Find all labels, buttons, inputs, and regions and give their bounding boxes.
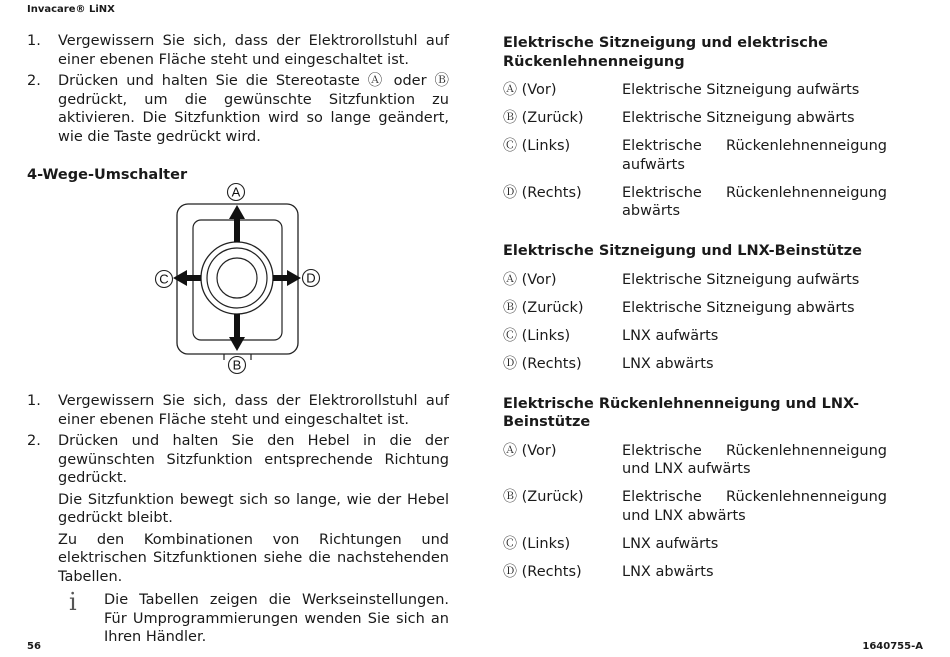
step-paragraph: Vergewissern Sie sich, dass der Elektrorollstuhl auf einer ebenen Fläche steht und eingeschaltet ist. <box>58 33 449 68</box>
page-header: Invacare® LiNX <box>27 4 115 15</box>
function-table-1 <box>503 34 887 230</box>
direction-cell <box>503 299 622 327</box>
function-cell: Elektrische Rückenlehnenneigung und LNX aufwärts <box>622 442 887 477</box>
step-paragraph: Drücken und halten Sie die Stereotaste Ⓐ oder Ⓑ gedrückt, um die gewünschte Sitzfunktion zu aktivieren. Die Sitzfunktion wird so lange geändert, wie die Taste gedrückt wird. <box>58 73 449 145</box>
table-title: Elektrische Sitzneigung und elektrische Rückenlehnenneigung <box>503 35 828 70</box>
right-column <box>503 34 887 591</box>
table-row <box>503 271 887 299</box>
direction-label: (Links) <box>521 327 571 344</box>
function-table <box>503 81 887 230</box>
function-cell: LNX aufwärts <box>622 327 719 344</box>
function-table-3 <box>503 395 887 591</box>
table-row <box>503 184 887 231</box>
step-number: 2. <box>27 73 41 89</box>
step-item <box>27 392 449 432</box>
label-a: A <box>231 184 241 200</box>
direction-glyph: Ⓓ <box>503 184 517 201</box>
step-number: 1. <box>27 393 41 409</box>
step-paragraph: Vergewissern Sie sich, dass der Elektrorollstuhl auf einer ebenen Fläche steht und eingeschaltet ist. <box>58 393 449 428</box>
left-column-lower <box>27 392 449 647</box>
step-text <box>58 392 449 432</box>
direction-cell <box>503 535 622 563</box>
arrow-down-icon <box>229 314 245 351</box>
table-row <box>503 327 887 355</box>
direction-cell <box>503 271 622 299</box>
step-paragraph: Zu den Kombinationen von Richtungen und elektrischen Sitzfunktionen siehe die nachstehenden Tabellen. <box>58 531 449 585</box>
direction-label: (Links) <box>521 535 571 552</box>
left-column <box>27 32 449 185</box>
direction-cell <box>503 355 622 383</box>
knob-outer <box>201 242 273 314</box>
direction-glyph: Ⓒ <box>503 535 517 552</box>
direction-label: (Vor) <box>521 442 557 459</box>
direction-cell <box>503 442 622 489</box>
table-row <box>503 355 887 383</box>
table-row <box>503 563 887 591</box>
step-paragraph: Die Sitzfunktion bewegt sich so lange, wie der Hebel gedrückt bleibt. <box>58 491 449 526</box>
section-title-4way-switch: 4-Wege-Umschalter <box>27 167 188 183</box>
step-text <box>58 32 449 72</box>
direction-label: (Rechts) <box>521 563 582 580</box>
step-item <box>27 32 449 72</box>
function-table-2 <box>503 242 887 383</box>
step-text <box>58 72 449 149</box>
function-cell: Elektrische Sitzneigung aufwärts <box>622 271 860 288</box>
function-table <box>503 271 887 383</box>
direction-cell <box>503 488 622 535</box>
direction-cell <box>503 109 622 137</box>
four-way-switch-diagram <box>150 182 325 378</box>
step-item <box>27 432 449 589</box>
table-row <box>503 442 887 489</box>
direction-glyph: Ⓐ <box>503 82 517 98</box>
info-note-text: Die Tabellen zeigen die Werkseinstellungen. Für Umprogrammierungen wenden Sie sich an Ihren Händler. <box>104 592 449 645</box>
direction-glyph: Ⓓ <box>503 563 517 580</box>
step-paragraph: Drücken und halten Sie den Hebel in die der gewünschten Sitzfunktion entsprechende Richtung gedrückt. <box>58 433 449 486</box>
label-b: B <box>232 357 242 373</box>
function-cell: LNX abwärts <box>622 355 714 372</box>
function-cell: Elektrische Sitzneigung abwärts <box>622 110 855 126</box>
table-row <box>503 137 887 184</box>
steps-stereo <box>27 32 449 149</box>
direction-label: (Vor) <box>521 82 557 98</box>
arrow-up-icon <box>229 205 245 242</box>
table-row <box>503 299 887 327</box>
step-number: 1. <box>27 33 41 49</box>
function-cell: Elektrische Sitzneigung abwärts <box>622 299 855 316</box>
direction-cell <box>503 327 622 355</box>
direction-label: (Zurück) <box>521 110 584 126</box>
direction-glyph: Ⓐ <box>503 271 517 288</box>
direction-glyph: Ⓐ <box>503 442 517 459</box>
document-code: 1640755-A <box>862 641 923 652</box>
direction-label: (Links) <box>521 138 571 154</box>
direction-glyph: Ⓑ <box>503 299 517 316</box>
function-cell: Elektrische Rückenlehnenneigung und LNX abwärts <box>622 489 887 524</box>
table-row <box>503 81 887 109</box>
direction-cell <box>503 137 622 184</box>
step-text <box>58 432 449 589</box>
table-row <box>503 109 887 137</box>
step-item <box>27 72 449 149</box>
info-note <box>67 588 449 647</box>
direction-glyph: Ⓒ <box>503 138 517 154</box>
direction-cell <box>503 81 622 109</box>
function-cell: Elektrische Rückenlehnenneigung abwärts <box>622 184 887 219</box>
table-title: Elektrische Rückenlehnenneigung und LNX-Beinstütze <box>503 395 859 430</box>
direction-label: (Zurück) <box>521 489 584 505</box>
arrow-right-icon <box>273 270 301 286</box>
step-number: 2. <box>27 433 41 449</box>
direction-label: (Vor) <box>521 271 557 288</box>
direction-label: (Rechts) <box>521 184 582 201</box>
table-title: Elektrische Sitzneigung und LNX-Beinstütze <box>503 243 862 259</box>
label-d: D <box>306 270 316 286</box>
direction-cell <box>503 184 622 231</box>
label-c: C <box>159 271 169 287</box>
direction-glyph: Ⓑ <box>503 489 517 505</box>
table-row <box>503 488 887 535</box>
function-cell: Elektrische Sitzneigung aufwärts <box>622 82 860 98</box>
direction-cell <box>503 563 622 591</box>
direction-label: (Zurück) <box>521 299 584 316</box>
table-row <box>503 535 887 563</box>
function-cell: LNX abwärts <box>622 563 714 580</box>
page-number: 56 <box>27 641 41 652</box>
info-icon: ⅰ <box>69 588 77 616</box>
function-cell: LNX aufwärts <box>622 535 719 552</box>
direction-glyph: Ⓒ <box>503 327 517 344</box>
function-cell: Elektrische Rückenlehnenneigung aufwärts <box>622 138 887 173</box>
direction-label: (Rechts) <box>521 355 582 372</box>
direction-glyph: Ⓑ <box>503 110 517 126</box>
direction-glyph: Ⓓ <box>503 355 517 372</box>
function-table <box>503 442 887 591</box>
steps-lever <box>27 392 449 589</box>
